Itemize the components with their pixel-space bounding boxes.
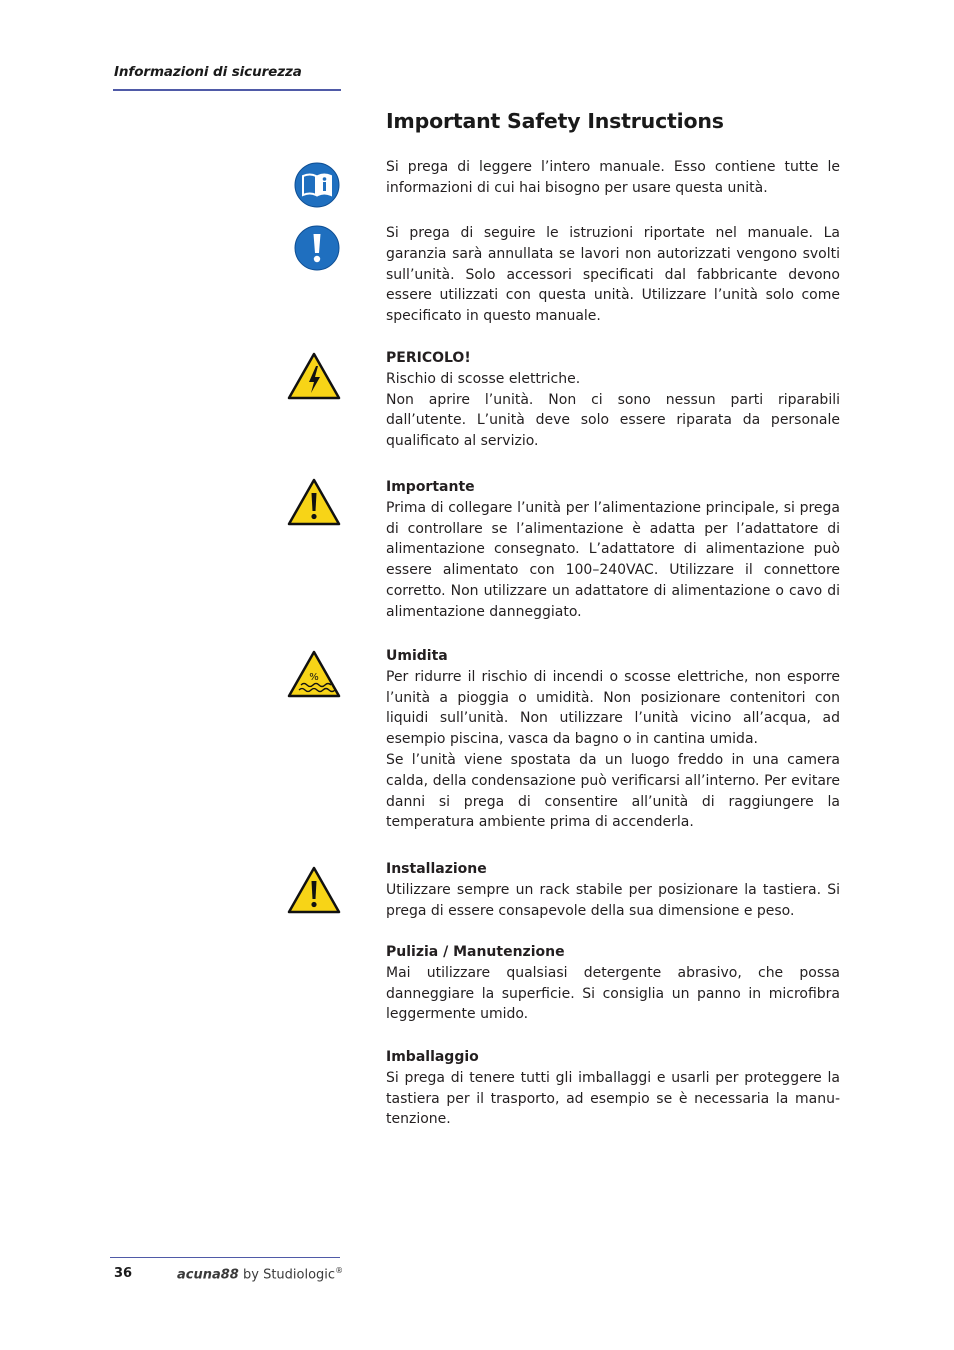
danger-line: Rischio di scosse elettriche. [386,370,581,387]
read-manual-paragraph: Si prega di leggere l’intero manuale. Esso contiene tutte le informazioni di cui hai bisogno per usare questa unità. [386,159,840,196]
follow-instructions-paragraph: Si prega di seguire le istruzioni riportate nel manuale. La garanzia sarà annullata se lavori non autorizzati vengono svolti sull’unità. Solo accessori specificati dal fabbricante devono essere utilizzati con questa unità. Utilizzare l’unità solo come specificato in questo manuale. [386,225,840,325]
humidity-paragraph-2: Se l’unità viene spostata da un luogo freddo in una camera calda, della condensazione può verificarsi all’interno. Per evitare danni si prega di consentire all’unità di raggiungere la temperatura ambiente prima di accenderla. [386,751,840,831]
packaging-section [386,1047,840,1130]
important-section [386,477,840,623]
humidity-warning-icon [287,650,341,698]
installation-heading: Installazione [386,861,487,877]
danger-section [386,348,840,452]
page-number: 36 [114,1266,133,1281]
cleaning-paragraph: Mai utilizzare qualsiasi detergente abrasivo, che possa danneggiare la superficie. Si consiglia un panno in microfibra leggermente umido. [386,964,840,1023]
installation-paragraph: Utilizzare sempre un rack stabile per posizionare la tastiera. Si prega di essere consapevole della sua dimensione e peso. [386,881,840,919]
humidity-section [386,646,840,833]
packaging-heading: Imballaggio [386,1049,479,1065]
installation-section [386,859,840,921]
general-warning-icon [287,866,341,914]
mandatory-exclamation-icon [294,225,340,271]
important-paragraph: Prima di collegare l’unità per l’alimentazione principale, si prega di controllare se l’alimentazione è adatta per l’adattatore di alimentazione consegnato. L’adattatore di alimentazione può essere alimentato con 100–240VAC. Utilizzare il connettore corretto. Non utilizzare un adattatore di alimentazione o cavo di alimentazione danneggiato. [386,499,840,620]
footer-rule [110,1257,340,1258]
page-title: Important Safety Instructions [386,109,724,133]
product-by: by Studiologic [238,1267,336,1283]
cleaning-heading: Pulizia / Manutenzione [386,944,565,960]
danger-paragraph: Non aprire l’unità. Non ci sono nessun parti riparabili dall’utente. L’unità deve solo essere riparata da personale qualificato al servizio. [386,391,840,450]
header-rule [113,89,341,91]
section-header: Informazioni di sicurezza [114,64,302,80]
humidity-heading: Umidita [386,648,448,664]
cleaning-section [386,942,840,1025]
packaging-paragraph: Si prega di tenere tutti gli imballaggi e usarli per proteggere la tastiera per il trasporto, ad esempio se è necessaria la manu-tenzione. [386,1069,840,1128]
product-name: acuna88 [177,1267,239,1283]
read-manual-icon [294,162,340,208]
registered-mark: ® [335,1266,344,1275]
general-warning-icon [287,478,341,526]
humidity-paragraph-1: Per ridurre il rischio di incendi o scosse elettriche, non esporre l’unità a pioggia o umidità. Non posizionare contenitori con liquidi sull’unità. Non utilizzare l’unità vicino all’acqua, ad esempio piscina, vasca da bagno o in cantina umida. [386,668,840,748]
footer-product [177,1266,343,1282]
humidity-percent-label: % [309,672,319,683]
important-heading: Importante [386,479,475,495]
danger-heading: PERICOLO! [386,350,471,366]
electric-shock-warning-icon [287,352,341,400]
